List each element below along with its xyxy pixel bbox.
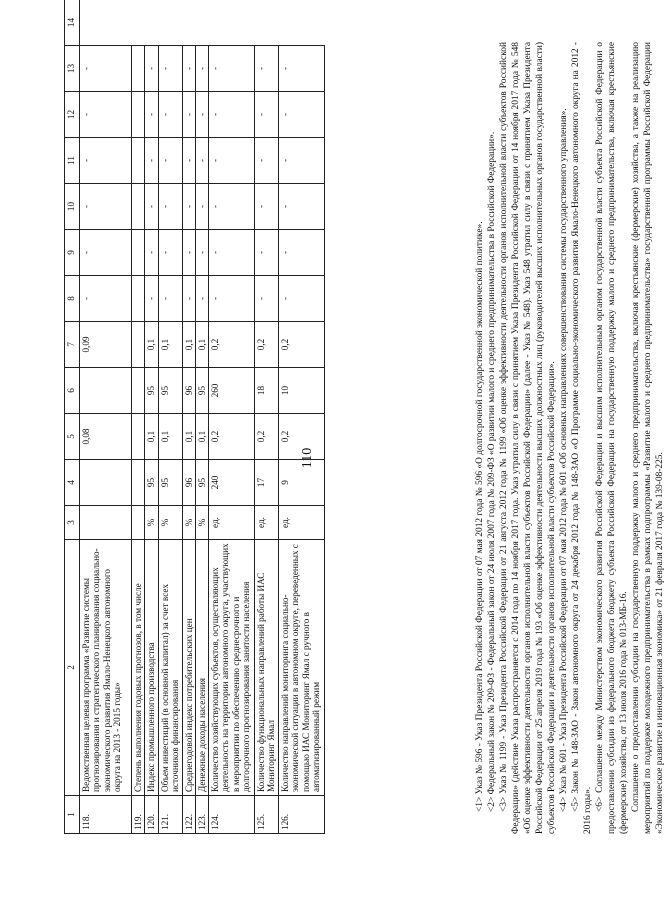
table-cell: 120.: [145, 796, 158, 834]
table-cell: -: [279, 92, 325, 138]
table-cell: 125.: [255, 796, 279, 834]
table-row: [195, 0, 208, 834]
table-cell: %: [158, 506, 182, 540]
table-cell: -: [80, 230, 132, 276]
table-cell: 0,1: [195, 322, 208, 368]
footnote: <6> Соглашение между Министерством экономического развития Российской Федерации и высшим исполнительным органом государственной власти субъекта Российской Федерации о предоставлении субсидии из федерального бюджета бюджету субъекта Российской Федерации на государственную поддержку малого и среднего предпринимательства, включая крестьянские (фермерские) хозяйства, от 13 июля 2016 года № 013-МБ-16.: [595, 42, 630, 834]
table-cell: -: [209, 184, 255, 230]
table-cell: -: [279, 138, 325, 184]
table-cell: -: [80, 276, 132, 322]
table-cell: [80, 460, 132, 506]
table-cell: 9: [279, 460, 325, 506]
table-cell: 240: [209, 460, 255, 506]
table-cell: 0,1: [158, 322, 182, 368]
table-cell: 260: [209, 368, 255, 414]
table-cell: 0,1: [195, 414, 208, 460]
table-cell: -: [145, 46, 158, 92]
rotated-page: [64, 17, 666, 834]
table-row: [279, 0, 325, 834]
table-cell: -: [195, 138, 208, 184]
table-row: [145, 0, 158, 834]
table-cell: 95: [145, 460, 158, 506]
indicators-table: [64, 0, 325, 834]
table-cell: -: [255, 230, 279, 276]
table-cell: 0,2: [279, 322, 325, 368]
table-cell: -: [80, 92, 132, 138]
table-cell: 0,1: [145, 414, 158, 460]
table-cell: -: [279, 184, 325, 230]
table-cell: -: [158, 92, 182, 138]
table-cell: 95: [158, 460, 182, 506]
table-cell: -: [80, 46, 132, 92]
table-cell: -: [209, 138, 255, 184]
table-cell: ед.: [255, 506, 279, 540]
table-cell: [80, 506, 132, 540]
table-cell: -: [182, 276, 195, 322]
table-cell: -: [255, 46, 279, 92]
table-cell: -: [158, 138, 182, 184]
table-cell: -: [209, 46, 255, 92]
table-cell: 17: [255, 460, 279, 506]
table-cell: Ведомственная целевая программа «Развитие системы прогнозирования и стратегического планирования социально-экономического развития Ямало-Ненецкого автономного округа на 2013 - 2015 годы»: [80, 540, 132, 796]
table-cell: -: [158, 46, 182, 92]
table-cell: -: [279, 46, 325, 92]
table-cell: [132, 368, 145, 414]
table-cell: -: [195, 276, 208, 322]
table-cell: 10: [279, 368, 325, 414]
table-cell: 118.: [80, 796, 132, 834]
table-cell: [132, 46, 145, 92]
table-cell: [132, 92, 145, 138]
table-cell: %: [145, 506, 158, 540]
table-cell: [132, 138, 145, 184]
table-cell: 121.: [158, 796, 182, 834]
table-cell: -: [255, 138, 279, 184]
table-row: [255, 0, 279, 834]
column-header: 14: [65, 0, 80, 46]
table-cell: 122.: [182, 796, 195, 834]
table-cell: -: [145, 184, 158, 230]
table-cell: 95: [145, 368, 158, 414]
table-cell: [132, 184, 145, 230]
table-cell: -: [145, 92, 158, 138]
column-header: 11: [65, 138, 80, 184]
table-cell: -: [279, 276, 325, 322]
table-cell: ед.: [209, 506, 255, 540]
footnote: <2> Федеральный закон № 209-ФЗ - Федеральный закон от 24 июля 2007 года № 209-ФЗ «О развитии малого и среднего предпринимательства в Российской Федерации».: [487, 131, 498, 812]
column-header: 1: [65, 796, 80, 834]
table-cell: Количество направлений мониторинга социально-экономической ситуации в автономном округе, переведенных с помощью ИАС Мониторинг Ямал с ручного в автоматизированный режим: [279, 540, 325, 796]
table-cell: 0,2: [209, 322, 255, 368]
table-cell: Объем инвестиций (в основной капитал) за счет всех источников финансирования: [158, 540, 182, 796]
table-cell: 126.: [279, 796, 325, 834]
table-cell: -: [182, 92, 195, 138]
table-cell: Степень выполнения годовых прогнозов, в том числе: [132, 540, 145, 796]
table-cell: -: [158, 276, 182, 322]
column-header: 5: [65, 414, 80, 460]
table-cell: -: [80, 184, 132, 230]
table-cell: 96: [182, 460, 195, 506]
table-row: [132, 0, 145, 834]
table-cell: [132, 230, 145, 276]
table-cell: 0,1: [182, 414, 195, 460]
footnote: Соглашение о предоставлении субсидии на государственную поддержку малого и среднего предпринимательства, включая крестьянские (фермерские) хозяйства, а также на реализацию мероприятий по поддержке молодежного предпринимательства в рамках подпрограммы «Развитие малого и среднего предпринимательства» государственной программы Российской Федерации «Экономическое развитие и инновационная экономика» от 21 февраля 2017 года № 139-08-225.: [631, 42, 666, 834]
table-cell: 0,1: [158, 414, 182, 460]
table-cell: 0,2: [209, 414, 255, 460]
table-cell: [132, 414, 145, 460]
column-header: 4: [65, 460, 80, 506]
table-cell: -: [255, 276, 279, 322]
table-cell: 95: [158, 368, 182, 414]
table-cell: -: [80, 138, 132, 184]
table-cell: [132, 506, 145, 540]
table-cell: -: [209, 92, 255, 138]
table-cell: -: [279, 230, 325, 276]
table-cell: 0,1: [145, 322, 158, 368]
table-cell: -: [195, 92, 208, 138]
footnote: <4> Указ № 601 - Указ Президента Российской Федерации от 07 мая 2012 года № 601 «Об основных направлениях совершенствования системы государственного управления».: [559, 108, 570, 812]
table-cell: Денежные доходы населения: [195, 540, 208, 796]
table-cell: -: [145, 276, 158, 322]
table-cell: -: [255, 184, 279, 230]
table-cell: ед.: [279, 506, 325, 540]
table-cell: -: [195, 230, 208, 276]
column-header: 2: [65, 540, 80, 796]
table-cell: -: [195, 46, 208, 92]
table-cell: Количество хозяйствующих субъектов, осуществляющих деятельность на территории автономного округа, участвующих в мероприятии по обеспечению среднесрочного и долгосрочного прогнозирования занятости населения: [209, 540, 255, 796]
table-cell: [132, 276, 145, 322]
table-cell: -: [145, 230, 158, 276]
table-cell: [132, 460, 145, 506]
table-cell: -: [182, 46, 195, 92]
table-cell: -: [145, 138, 158, 184]
column-header: 3: [65, 506, 80, 540]
table-cell: -: [182, 230, 195, 276]
column-header: 8: [65, 276, 80, 322]
header-row: [65, 0, 80, 834]
table-cell: 0,1: [182, 322, 195, 368]
table-cell: 0,2: [255, 414, 279, 460]
table-cell: 18: [255, 368, 279, 414]
footnotes: [474, 42, 667, 834]
table-cell: 0,2: [279, 414, 325, 460]
table-cell: -: [255, 92, 279, 138]
table-cell: 95: [195, 460, 208, 506]
table-cell: 124.: [209, 796, 255, 834]
column-header: 10: [65, 184, 80, 230]
column-header: 9: [65, 230, 80, 276]
table-cell: -: [158, 230, 182, 276]
footnote: <5> Закон № 148-ЗАО - Закон автономного округа от 24 декабря 2012 года № 148-ЗАО «О Программе социально-экономического развития Ямало-Ненецкого автономного округа на 2012 - 2016 годы».: [571, 42, 594, 834]
table-cell: 0,08: [80, 414, 132, 460]
table-cell: 119.: [132, 796, 145, 834]
table-cell: -: [195, 184, 208, 230]
page-number: 110: [300, 447, 316, 469]
table-cell: 0,2: [255, 322, 279, 368]
table-row: [209, 0, 255, 834]
column-header: 6: [65, 368, 80, 414]
table-cell: -: [182, 184, 195, 230]
table-row: [80, 0, 132, 834]
column-header: 13: [65, 46, 80, 92]
table-cell: -: [182, 138, 195, 184]
table-cell: [132, 322, 145, 368]
table-row: [182, 0, 195, 834]
table-cell: -: [158, 184, 182, 230]
table-cell: [80, 368, 132, 414]
table-cell: Индекс промышленного производства: [145, 540, 158, 796]
table-cell: 0,09: [80, 322, 132, 368]
column-header: 7: [65, 322, 80, 368]
table-cell: 123.: [195, 796, 208, 834]
footnote: <1> Указ № 596 - Указ Президента Российской Федерации от 07 мая 2012 года № 596 «О долгосрочной государственной экономической политике».: [475, 221, 485, 812]
table-cell: %: [182, 506, 195, 540]
table-cell: 96: [182, 368, 195, 414]
table-row: [158, 0, 182, 834]
footnote: <3> Указ № 1199 - Указ Президента Российской Федерации от 21 августа 2012 года № 1199 «Об оценке эффективности деятельности органов исполнительной власти субъектов Российской Федерации» (действие Указа распространяется с 2014 года по 14 ноября 2017 года. Указ утратил силу в связи с принятием Указа Президента Российской Федерации от 14 ноября 2017 года № 548 «Об оценке эффективности деятельности органов исполнительной власти субъектов Российской Федерации» (далее - Указ № 548). Указ 548 утратил силу в связи с принятием Указа Президента Российской Федерации от 25 апреля 2019 года № 193 «Об оценке эффективности деятельности высших должностных лиц (руководителей высших исполнительных органов государственной власти) субъектов Российской Федерации и деятельности органов исполнительной власти субъектов Российской Федерации».: [499, 42, 558, 834]
table-cell: 95: [195, 368, 208, 414]
table-cell: Среднегодовой индекс потребительских цен: [182, 540, 195, 796]
table-cell: %: [195, 506, 208, 540]
table-cell: -: [209, 230, 255, 276]
table-cell: -: [209, 276, 255, 322]
column-header: 12: [65, 92, 80, 138]
table-cell: Количество функциональных направлений работы ИАС Мониторинг Ямал: [255, 540, 279, 796]
